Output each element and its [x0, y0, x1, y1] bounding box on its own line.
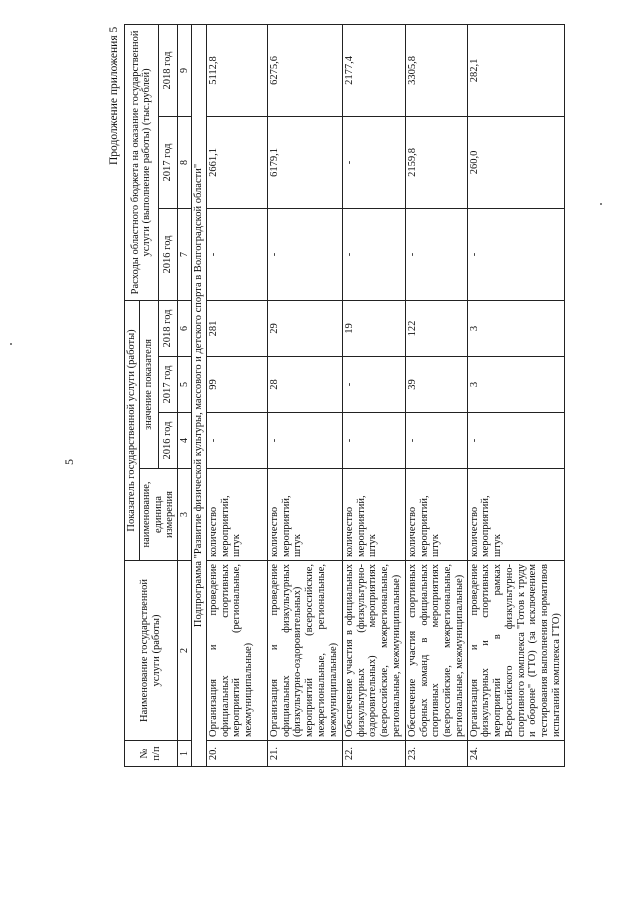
header-indicator-value: значение показателя	[139, 300, 158, 468]
service-name: Обеспечение участия спортивных сборных команд в официальных спортивных мероприятиях (всероссийские, межрегиональные, региональные, межмуниципальные)	[405, 561, 467, 741]
subprogram-title: Подпрограмма "Развитие физической культуры, массового и детского спорта в Волгоградской области"	[192, 24, 207, 766]
column-index-row	[178, 24, 192, 766]
value-2018: 281	[206, 300, 267, 356]
expense-2017: 6179,1	[267, 116, 342, 208]
row-number: 23.	[405, 741, 467, 767]
row-number: 21.	[267, 741, 342, 767]
service-name: Организация и проведение официальных спортивных мероприятий (региональные, межмуниципальные)	[206, 561, 267, 741]
table-row	[405, 24, 467, 766]
header-year: 2017 год	[158, 357, 177, 413]
indicator-unit: количество мероприятий, штук	[342, 469, 405, 561]
value-2018: 3	[467, 300, 564, 356]
value-2018: 19	[342, 300, 405, 356]
expense-2018: 3305,8	[405, 24, 467, 116]
header-expenses: Расходы областного бюджета на оказание государственной услуги (выполнение работы) (тыс.рублей)	[125, 24, 159, 300]
column-index: 2	[178, 561, 192, 741]
header-indicator-group: Показатель государственной услуги (работы)	[125, 300, 140, 560]
services-table	[124, 24, 565, 767]
scan-speck	[600, 203, 602, 205]
value-2018: 29	[267, 300, 342, 356]
row-number: 20.	[206, 741, 267, 767]
header-year: 2018 год	[158, 300, 177, 356]
header-year: 2017 год	[158, 116, 177, 208]
expense-2018: 2177,4	[342, 24, 405, 116]
value-2018: 122	[405, 300, 467, 356]
page-number: 5	[62, 459, 76, 465]
expense-2016: -	[405, 208, 467, 300]
expense-2017: -	[342, 116, 405, 208]
column-index: 9	[178, 24, 192, 116]
column-index: 3	[178, 469, 192, 561]
column-index: 5	[178, 357, 192, 413]
header-num: № п/п	[125, 741, 178, 767]
header-year: 2018 год	[158, 24, 177, 116]
subprogram-row	[192, 24, 207, 766]
column-index: 8	[178, 116, 192, 208]
expense-2016: -	[342, 208, 405, 300]
value-2017: -	[342, 357, 405, 413]
value-2016: -	[467, 413, 564, 469]
header-indicator-name-unit: наименование, единица измерения	[139, 469, 177, 561]
expense-2017: 2159,8	[405, 116, 467, 208]
header-year: 2016 год	[158, 208, 177, 300]
service-name: Обеспечение участия в официальных физкультурных (физкультурно-оздоровительных) мероприятиях (всероссийские, межрегиональные, региональные, межмуниципальные)	[342, 561, 405, 741]
value-2016: -	[267, 413, 342, 469]
scan-speck	[10, 343, 12, 345]
table-row	[342, 24, 405, 766]
expense-2018: 5112,8	[206, 24, 267, 116]
value-2016: -	[405, 413, 467, 469]
indicator-unit: количество мероприятий, штук	[405, 469, 467, 561]
service-name: Организация и проведение официальных физкультурных (физкультурно-оздоровительных) мероприятий (всероссийские, межрегиональные, региональные, межмуниципальные)	[267, 561, 342, 741]
table-row	[206, 24, 267, 766]
expense-2017: 2661,1	[206, 116, 267, 208]
header-year: 2016 год	[158, 413, 177, 469]
table-row	[267, 24, 342, 766]
indicator-unit: количество мероприятий, штук	[467, 469, 564, 561]
column-index: 4	[178, 413, 192, 469]
expense-2016: -	[206, 208, 267, 300]
header-service-name: Наименование государственной услуги (работы)	[125, 561, 178, 741]
row-number: 22.	[342, 741, 405, 767]
value-2016: -	[342, 413, 405, 469]
value-2017: 99	[206, 357, 267, 413]
expense-2018: 282,1	[467, 24, 564, 116]
value-2016: -	[206, 413, 267, 469]
column-index: 7	[178, 208, 192, 300]
expense-2016: -	[267, 208, 342, 300]
appendix-continuation: Продолжение приложения 5	[108, 26, 120, 165]
expense-2016: -	[467, 208, 564, 300]
table-row	[467, 24, 564, 766]
indicator-unit: количество мероприятий, штук	[206, 469, 267, 561]
column-index: 1	[178, 741, 192, 767]
value-2017: 28	[267, 357, 342, 413]
value-2017: 39	[405, 357, 467, 413]
header-row-1	[125, 24, 140, 766]
indicator-unit: количество мероприятий, штук	[267, 469, 342, 561]
column-index: 6	[178, 300, 192, 356]
row-number: 24.	[467, 741, 564, 767]
expense-2018: 6275,6	[267, 24, 342, 116]
service-name: Организация и проведение физкультурных и спортивных мероприятий в рамках Всероссийского физкультурно-спортивного комплекса "Готов к труду и обороне" (ГТО) (за исключением тестирования выполнения нормативов испытаний комплекса ГТО)	[467, 561, 564, 741]
expense-2017: 260,0	[467, 116, 564, 208]
value-2017: 3	[467, 357, 564, 413]
